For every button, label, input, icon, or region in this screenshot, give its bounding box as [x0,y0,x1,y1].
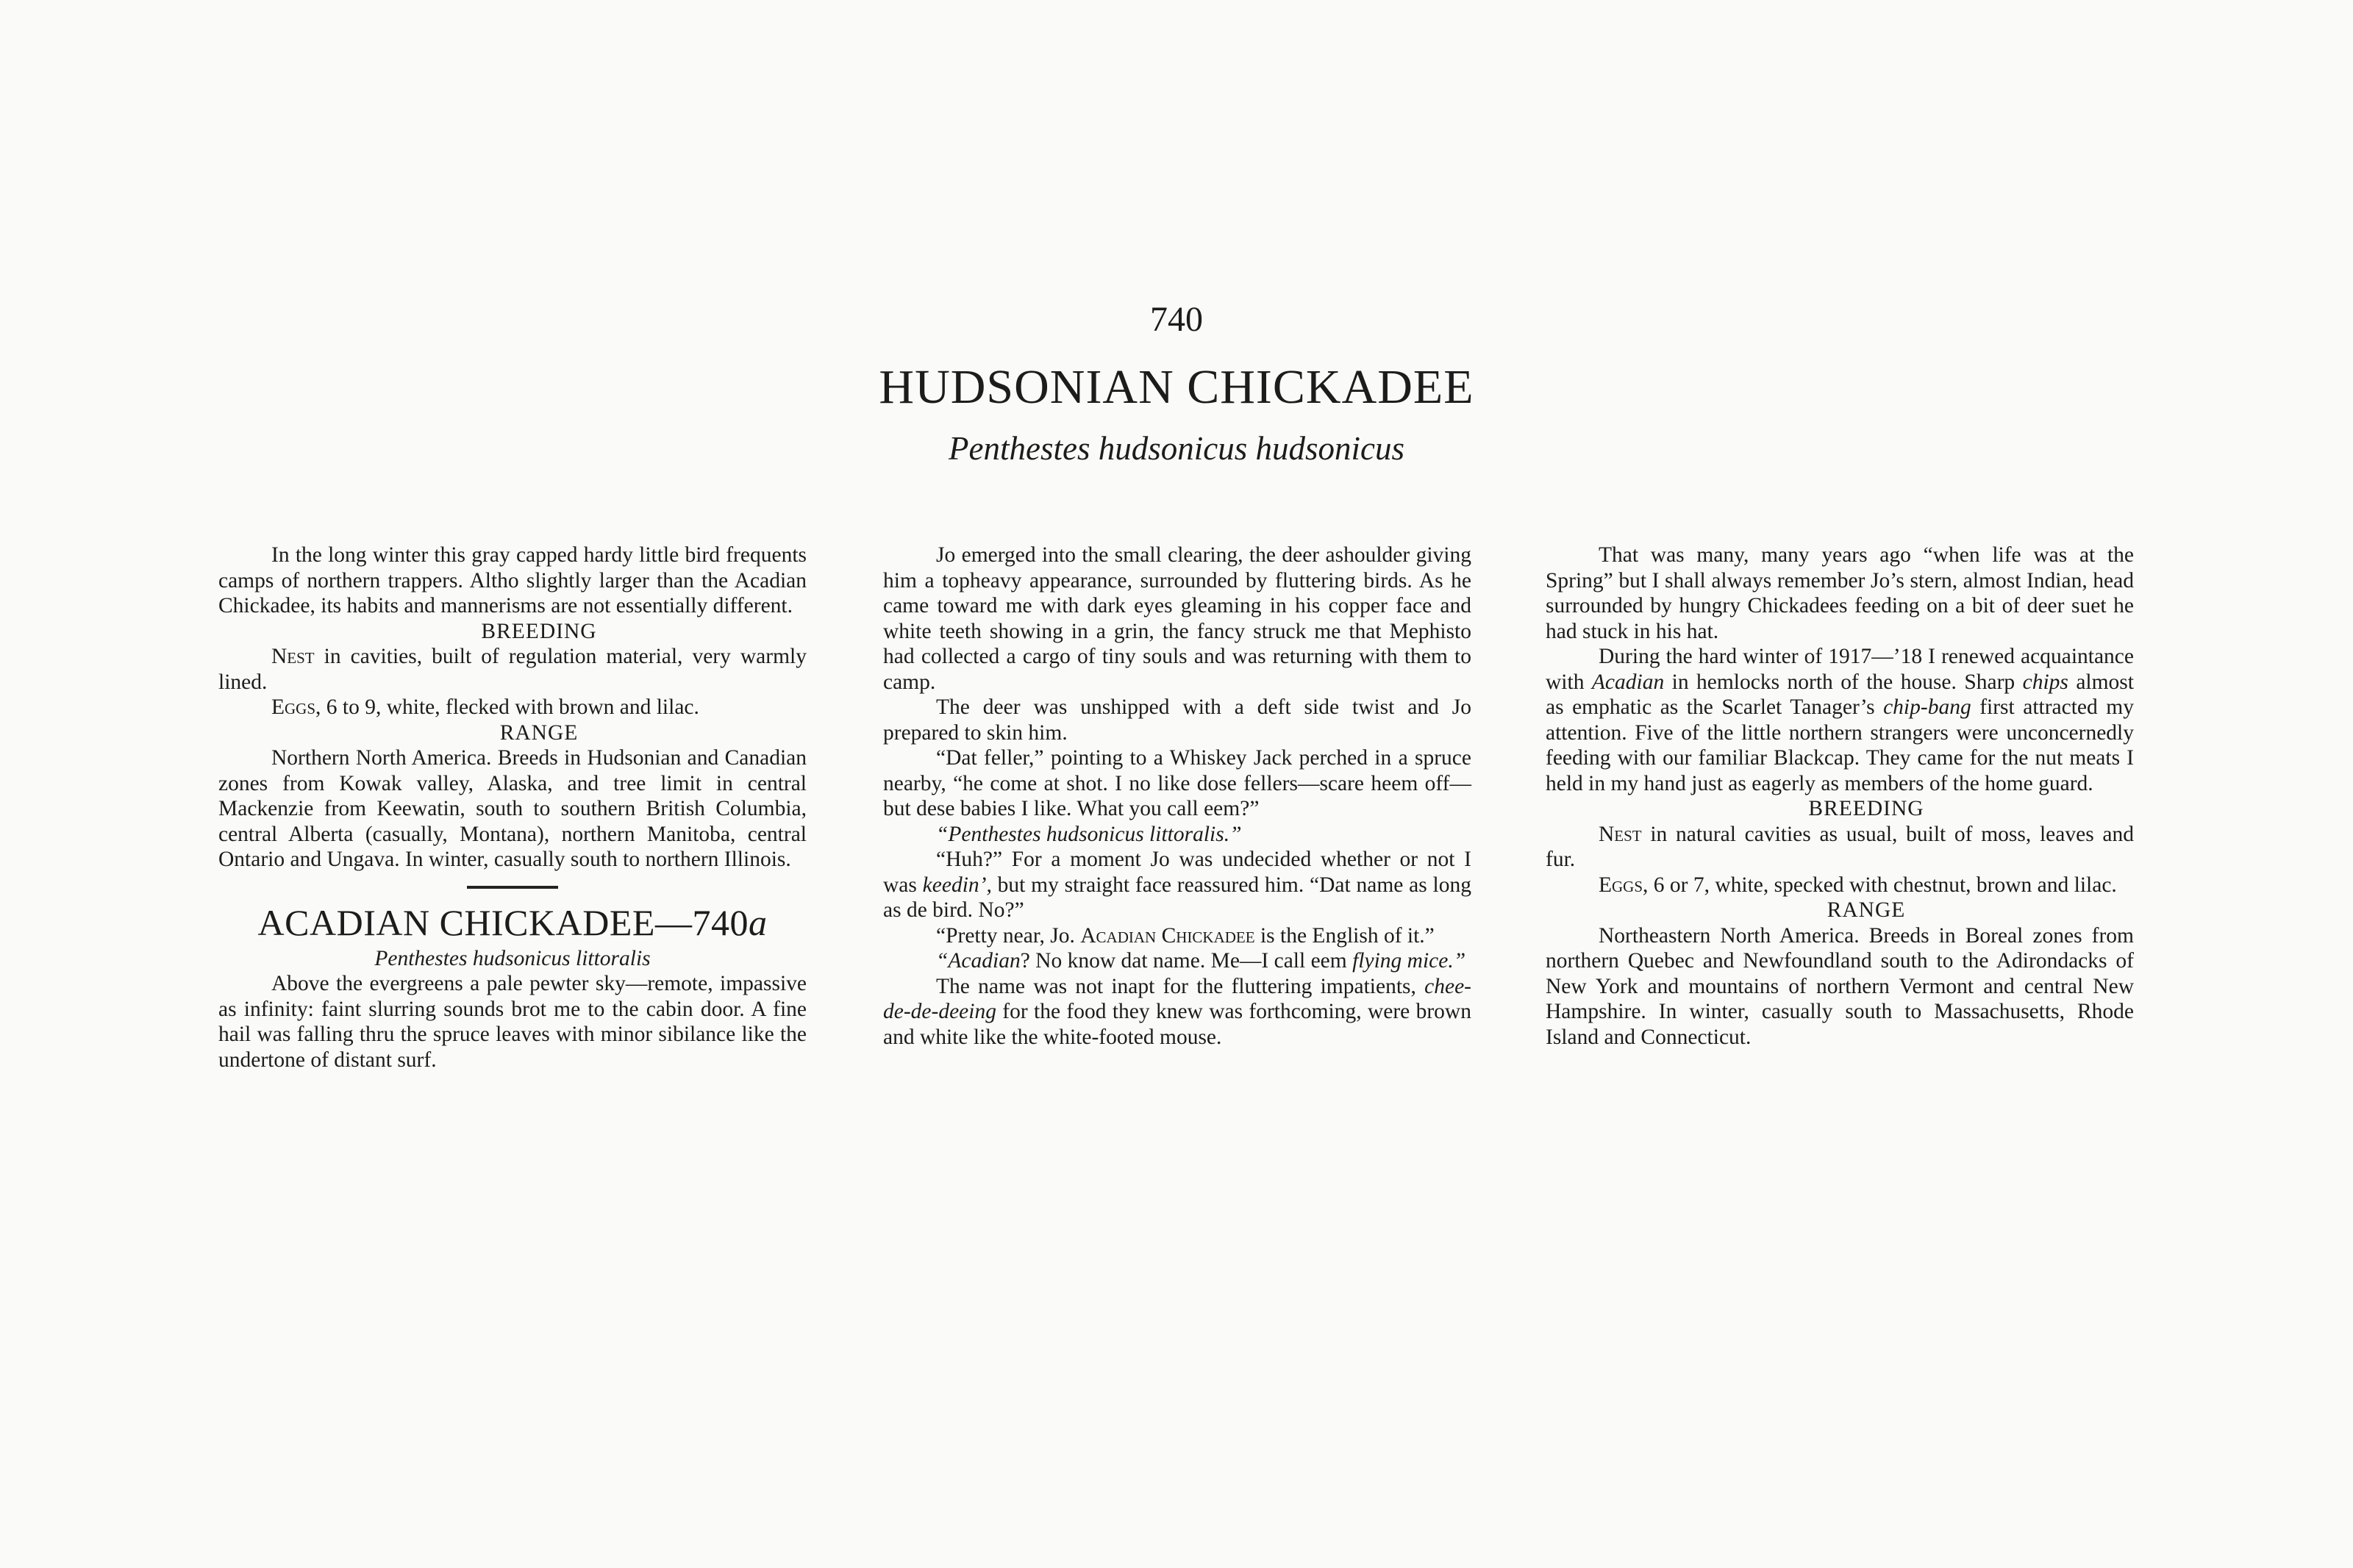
nest-label: Nest [271,645,315,668]
intro-paragraph: In the long winter this gray capped hardy little bird frequents camps of northern trappers. Altho slightly larger than the Acadian Chickadee, its habits and mannerisms are not essentially different. [218,543,807,617]
breeding-heading: BREEDING [481,619,597,643]
eggs-text: , 6 to 9, white, flecked with brown and lilac. [315,695,699,719]
p10-text-c: almost as emphatic as the Scarlet Tanager’s [1546,670,2134,719]
section-divider [467,886,558,889]
story-paragraph-10 [1546,644,2134,796]
p10-text-b: in hemlocks north of the house. Sharp [1664,670,2023,694]
left-column [218,543,807,1073]
subspecies-title-text: ACADIAN CHICKADEE—740 [257,901,749,943]
subspecies-title [218,899,807,946]
page-number: 740 [1150,300,1203,339]
story-paragraph-5 [883,847,1471,923]
p10-italic-3: chip-bang [1883,695,1971,719]
range-heading-acadian: RANGE [1827,898,1906,922]
story-paragraph-4: “Penthestes hudsonicus littoralis.” [936,822,1242,846]
eggs-text-acadian: , 6 or 7, white, specked with chestnut, brown and lilac. [1643,873,2117,897]
p5-text-a: “Huh?” For a moment Jo was undecided whether or not I was [883,848,1471,897]
p10-italic-2: chips [2022,670,2068,694]
p8-text-a: The name was not inapt for the fluttering impatients, [936,974,1425,998]
p8-italic: chee-de-de-deeing [883,974,1471,1023]
middle-column [883,543,1471,1050]
story-paragraph-2: The deer was unshipped with a deft side twist and Jo prepared to skin him. [883,695,1471,745]
p6-text-b: is the English of it.” [1254,923,1435,948]
story-paragraph-3: “Dat feller,” pointing to a Whiskey Jack perched in a spruce nearby, “he come at shot. I no like dose fellers—scare heem off—but dese babies I like. What you call eem?” [883,746,1471,820]
eggs-label-acadian: Eggs [1599,873,1643,897]
p5-text-b: but my straight face reassured him. “Dat name as long as de bird. No?” [883,873,1471,922]
p7-text-b: ? No know dat name. Me—I call eem [1020,949,1353,973]
nest-label-acadian: Nest [1599,822,1642,846]
p7-italic-a: “Acadian [936,949,1021,973]
nest-text-acadian: in natural cavities as usual, built of moss, leaves and fur. [1546,822,2134,871]
p10-text-d: first attracted my attention. Five of the little northern strangers were unconcernedly feeding with our familiar Blackcap. They came for the nut meats I held in my hand just as eagerly as members of the home guard. [1546,695,2134,795]
subspecies-intro: Above the evergreens a pale pewter sky—remote, impassive as infinity: faint slurring sounds brot me to the cabin door. A fine hail was falling thru the spruce leaves with minor sibilance like the undertone of distant surf. [218,972,807,1072]
eggs-paragraph-acadian [1546,873,2134,898]
p10-text-a: During the hard winter of 1917—’18 I renewed acquaintance with [1546,645,2134,694]
right-column [1546,543,2134,1050]
p8-text-b: for the food they knew was forthcoming, were brown and white like the white-footed mouse. [883,1000,1471,1049]
subspecies-scientific-name: Penthestes hudsonicus littoralis [374,946,651,970]
nest-text: in cavities, built of regulation material, very warmly lined. [218,645,807,694]
eggs-label: Eggs [271,695,316,719]
nest-paragraph [218,644,807,695]
breeding-heading-acadian: BREEDING [1808,797,1924,820]
scientific-name: Penthestes hudsonicus hudsonicus [949,430,1404,467]
p10-italic-1: Acadian [1591,670,1665,694]
page-title: HUDSONIAN CHICKADEE [879,360,1474,414]
p5-italic: keedin’, [922,873,992,897]
story-paragraph-1: Jo emerged into the small clearing, the deer ashoulder giving him a topheavy appearance, surrounded by fluttering birds. As he came toward me with dark eyes gleaming in his copper face and white teeth showing in a grin, the fancy struck me that Mephisto had collected a cargo of tiny souls and was returning with them to camp. [883,543,1471,694]
range-paragraph: Northern North America. Breeds in Hudsonian and Canadian zones from Kowak valley, Alaska, and tree limit in central Mackenzie from Keewatin, south to southern British Columbia, central Alberta (casually, Montana), northern Manitoba, central Ontario and Ungava. In winter, casually south to northern Illinois. [218,746,807,871]
story-paragraph-9: That was many, many years ago “when life was at the Spring” but I shall always remember Jo’s stern, almost Indian, head surrounded by hungry Chickadees feeding on a bit of deer suet he had stuck in his hat. [1546,543,2134,643]
p6-text-a: “Pretty near, Jo. [936,923,1081,948]
eggs-paragraph [218,695,807,720]
story-paragraph-8 [883,974,1471,1050]
range-heading: RANGE [499,720,579,745]
p7-italic: flying mice.” [1352,949,1466,973]
story-paragraph-6 [883,923,1471,949]
p6-smallcaps: Acadian Chickadee [1080,923,1255,948]
story-paragraph-7 [883,948,1471,974]
range-paragraph-acadian: Northeastern North America. Breeds in Boreal zones from northern Quebec and Newfoundland south to the Adirondacks of New York and mountains of northern Vermont and central New Hampshire. In winter, casually south to Massachusetts, Rhode Island and Connecticut. [1546,923,2134,1049]
nest-paragraph-acadian [1546,822,2134,873]
subspecies-title-suffix: a [748,901,768,943]
